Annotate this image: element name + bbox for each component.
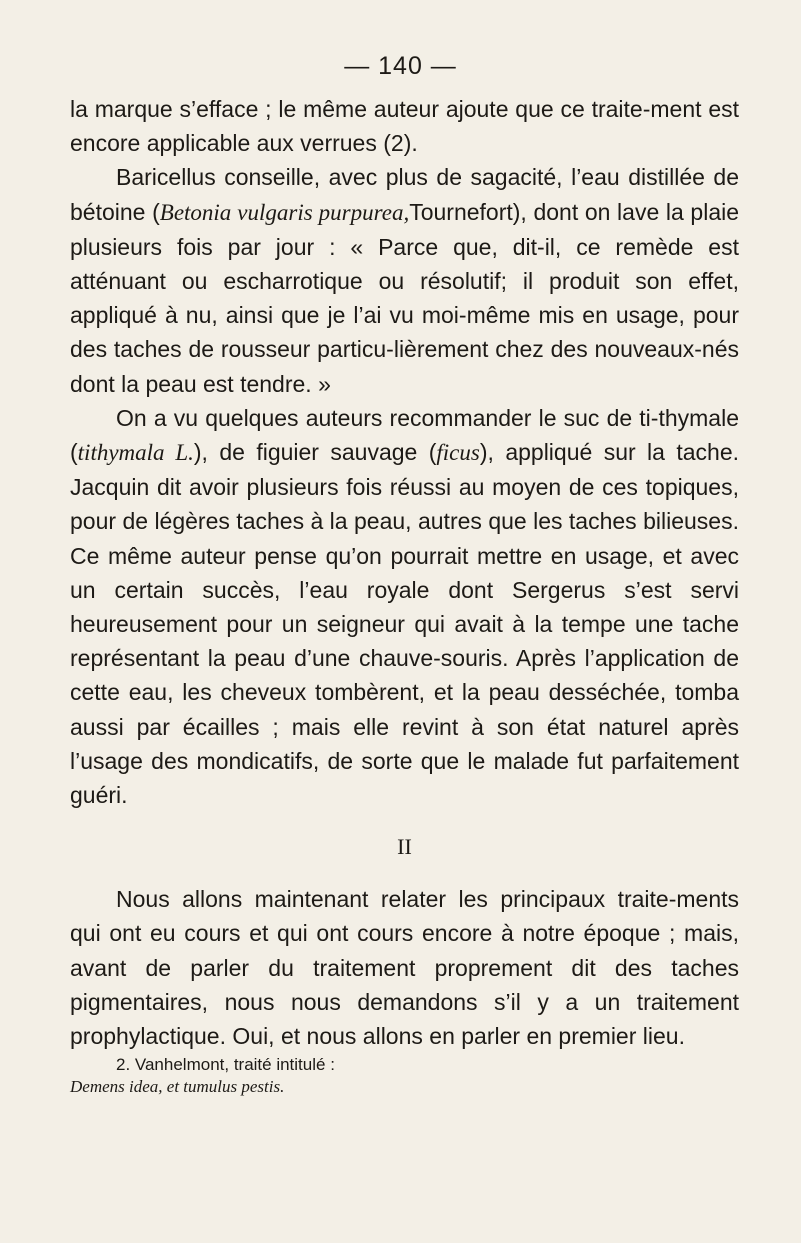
paragraph-3-italic-tithymala: tithymala L.: [77, 440, 194, 466]
footnote-2-title-italic: Demens idea, et tumulus pestis.: [70, 1077, 285, 1096]
paragraph-3-text-e: ), appliqué sur la tache. Jacquin dit avoir plusieurs fois réussi au moyen de ces topiques, pour de légères taches à la peau, autres que les taches bilieuses. Ce même auteur pense qu’on pourrait mettre en usage, et avec un certain succès, l’eau royale dont Sergerus s’est servi heureusement pour un seigneur qui avait à la tempe une tache représentant la peau d’une chauve-souris. Après l’application de cette eau, les cheveux tombèrent, et la peau desséchée, tomba aussi par écailles ; mais elle revint à son état naturel après l’usage des mondicatifs, de sorte que le malade fut parfaitement guéri.: [70, 439, 740, 809]
paragraph-2-italic-betonia: Betonia vulgaris purpurea,: [159, 199, 410, 225]
paragraph-2: [70, 160, 739, 400]
footnotes: [70, 1054, 739, 1098]
paragraph-2-text-c: Tournefort), dont on lave la plaie plusieurs fois par jour : « Parce que, dit-il, ce remède est atténuant ou escharrotique ou résolutif; il produit son effet, appliqué à nu, ainsi que je l’ai vu moi-même mis en usage, pour des taches de rousseur particu-lièrement chez des nouveaux-nés dont la peau est tendre. »: [70, 198, 740, 397]
body-text: [70, 92, 739, 1053]
paragraph-1: la marque s’efface ; le même auteur ajoute que ce traite-ment est encore applicable aux verrues (2).: [70, 96, 739, 157]
paragraph-3-italic-ficus: ficus: [436, 440, 480, 466]
footnote-2: [70, 1054, 739, 1098]
paragraph-3: [70, 401, 739, 812]
paragraph-3-text-c: ), de figuier sauvage (: [193, 439, 437, 466]
paragraph-2-text-a: Baricellus conseille, avec plus de sagacité, l’eau distillée de bétoine (: [70, 164, 739, 225]
paragraph-4: Nous allons maintenant relater les principaux traite-ments qui ont eu cours et qui ont cours encore à notre époque ; mais, avant de parler du traitement proprement dit des taches pigmentaires, nous nous demandons s’il y a un traitement prophylactique. Oui, et nous allons en parler en premier lieu.: [70, 886, 739, 1050]
paragraph-3-text-a: On a vu quelques auteurs recommander le suc de ti-thymale (: [70, 404, 739, 466]
footnote-2-text: 2. Vanhelmont, traité intitulé :: [116, 1055, 335, 1074]
section-title: II: [397, 834, 412, 860]
page-number: — 140 —: [344, 52, 457, 80]
